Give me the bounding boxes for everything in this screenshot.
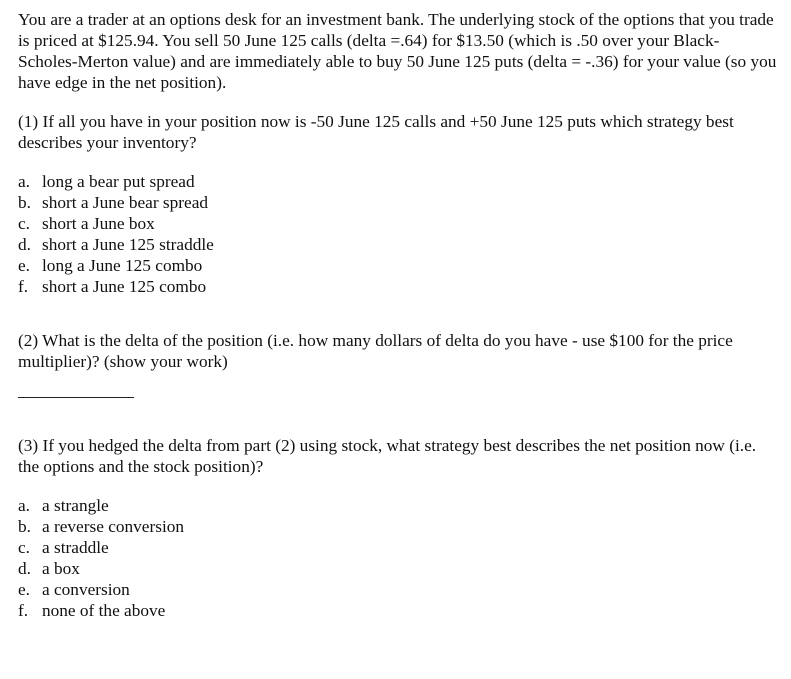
question-1-option-a [18, 171, 778, 192]
option-text: long a bear put spread [42, 172, 195, 191]
option-text: short a June bear spread [42, 193, 209, 212]
answer-blank-line [18, 397, 134, 398]
option-text: a strangle [42, 496, 109, 515]
question-1-option-c [18, 213, 778, 234]
intro-paragraph: You are a trader at an options desk for an investment bank. The underlying stock of the options that you trade is priced at $125.94. You sell 50 June 125 calls (delta =.64) for $13.50 (which is .50 over your Black-Scholes-Merton value) and are immediately able to buy 50 June 125 puts (delta = -.36) for your value (so you have edge in the net position). [18, 10, 777, 92]
document-page [18, 9, 778, 638]
option-letter: e. [18, 256, 30, 275]
option-letter: c. [18, 538, 30, 557]
question-3-option-f [18, 600, 778, 621]
option-letter: e. [18, 580, 30, 599]
option-letter: b. [18, 517, 31, 536]
question-3-option-b [18, 516, 778, 537]
option-text: a straddle [42, 538, 109, 557]
question-3-options [18, 495, 778, 621]
option-letter: f. [18, 601, 29, 620]
option-text: a box [42, 559, 80, 578]
option-text: short a June 125 combo [42, 277, 207, 296]
question-1-option-b [18, 192, 778, 213]
question-1-option-e [18, 255, 778, 276]
option-letter: f. [18, 277, 29, 296]
question-3-option-d [18, 558, 778, 579]
option-text: short a June 125 straddle [42, 235, 214, 254]
option-text: long a June 125 combo [42, 256, 203, 275]
option-letter: d. [18, 559, 31, 578]
question-2-text: (2) What is the delta of the position (i.e. how many dollars of delta do you have - use $100 for the price multiplier)? (show your work) [18, 331, 733, 371]
question-3-option-e [18, 579, 778, 600]
question-1-text: (1) If all you have in your position now is -50 June 125 calls and +50 June 125 puts which strategy best describes your inventory? [18, 112, 734, 152]
option-text: a conversion [42, 580, 130, 599]
option-letter: a. [18, 496, 30, 515]
question-1-option-d [18, 234, 778, 255]
option-letter: c. [18, 214, 30, 233]
question-1-option-f [18, 276, 778, 297]
option-text: a reverse conversion [42, 517, 185, 536]
option-letter: d. [18, 235, 31, 254]
option-text: short a June box [42, 214, 155, 233]
option-letter: a. [18, 172, 30, 191]
option-letter: b. [18, 193, 31, 212]
question-1-options [18, 171, 778, 297]
option-text: none of the above [42, 601, 166, 620]
question-3-option-c [18, 537, 778, 558]
question-3-option-a [18, 495, 778, 516]
question-3-text: (3) If you hedged the delta from part (2) using stock, what strategy best describes the net position now (i.e. the options and the stock position)? [18, 436, 757, 476]
